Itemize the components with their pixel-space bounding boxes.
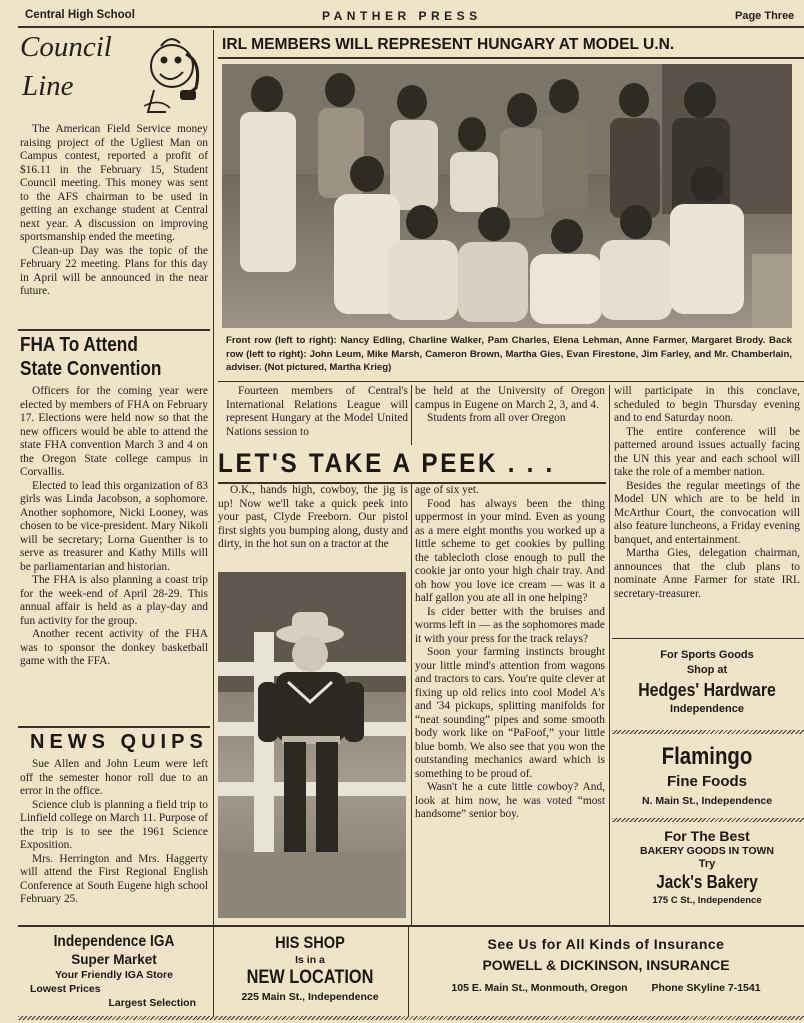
hisshop-line-1: HIS SHOP bbox=[275, 933, 345, 952]
header-rule bbox=[18, 26, 804, 28]
irl-col-rule-1 bbox=[411, 385, 412, 445]
council-p2: Clean-up Day was the topic of the February 22 meeting. Plans for this day in April will be announced in the near future. bbox=[20, 244, 208, 297]
council-title-1: Council bbox=[20, 31, 112, 63]
powell-insurance-ad bbox=[410, 934, 802, 1000]
hedges-line-4: Independence bbox=[670, 703, 744, 715]
irl-col3-text-b: The entire conference will be patterned around issues actually facing the UN this year and each school will take the role of a member nation. bbox=[614, 425, 800, 478]
peek-col2-text-a: age of six yet. bbox=[415, 484, 479, 496]
irl-col3-text-a: will participate in this conclave, scheduled to begin Thursday evening and to end Saturday noon. bbox=[614, 385, 800, 424]
irl-col2-text-b: Students from all over Oregon bbox=[427, 412, 566, 424]
flamingo-hatch bbox=[612, 818, 804, 822]
powell-line-1: See Us for All Kinds of Insurance bbox=[487, 936, 725, 952]
council-rule bbox=[18, 329, 210, 331]
iga-line-5: Largest Selection bbox=[108, 997, 196, 1009]
powell-line-4: Phone SKyline 7-1541 bbox=[651, 982, 761, 994]
iga-line-3: Your Friendly IGA Store bbox=[55, 969, 173, 981]
irl-group-photo bbox=[222, 64, 792, 328]
irl-col-3 bbox=[614, 385, 800, 601]
fha-article bbox=[20, 385, 208, 669]
header-paper: PANTHER PRESS bbox=[322, 9, 482, 23]
peek-col-rule bbox=[411, 484, 412, 925]
peek-col-1 bbox=[218, 484, 408, 552]
bottom-hatch bbox=[18, 1016, 804, 1020]
irl-caption: Front row (left to right): Nancy Edling, Charline Walker, Pam Charles, Elena Lehman, Anne Farmer, Margaret Brody. Back row (left to right): John Leum, Mike Marsh, Cameron Brown, Martha Gies, Evan Firestone, Jim Farley, and Mr. Chamberlain, adviser. (Not pictured, Martha Krieg) bbox=[226, 335, 792, 373]
column-rule-left bbox=[213, 30, 214, 925]
fha-title-1: FHA To Attend bbox=[20, 334, 138, 356]
council-title-2: Line bbox=[22, 70, 74, 102]
quips-p3: Mrs. Herrington and Mrs. Haggerty will attend the First Regional English Conference at South Eugene high school February 25. bbox=[20, 852, 208, 905]
fha-title-2: State Convention bbox=[20, 358, 162, 380]
irl-col-2 bbox=[415, 385, 605, 426]
iga-ad bbox=[18, 932, 210, 1010]
bottom-ads-rule bbox=[18, 925, 804, 927]
peek-col2-text-b: Food has always been the thing uppermost in your mind. Even as young as a mere eight months you worked up a little scheme to get cookies by pulling the tablecloth close enough to pull the cookie jar onto your high chair tray. And oh how you love ice cream — was it a half gallon you ate all in one helping? bbox=[415, 497, 605, 604]
irl-head-rule bbox=[218, 57, 804, 59]
peek-col2-text-e: Wasn't he a cute little cowboy? And, look at him now, he was voted “most handsome” senior boy. bbox=[415, 781, 605, 820]
quips-p1: Sue Allen and John Leum were left off the semester honor roll due to an error in the office. bbox=[20, 758, 208, 797]
header-page: Page Three bbox=[735, 10, 795, 22]
flamingo-line-2: Fine Foods bbox=[667, 773, 747, 790]
hedges-hardware-ad bbox=[612, 648, 802, 717]
header-school: Central High School bbox=[25, 9, 135, 21]
peek-headline: LET'S TAKE A PEEK . . . bbox=[218, 448, 556, 478]
irl-col3-text-d: Martha Gies, delegation chairman, announces that the club plans to nominate Anne Farmer for state IRL secretary-treasurer. bbox=[614, 547, 800, 600]
hisshop-line-4: 225 Main St., Independence bbox=[241, 991, 379, 1003]
powell-line-2: POWELL & DICKINSON, INSURANCE bbox=[482, 957, 730, 973]
powell-line-3: 105 E. Main St., Monmouth, Oregon bbox=[451, 982, 628, 994]
fha-rule bbox=[18, 726, 210, 728]
hedges-line-2: Shop at bbox=[686, 664, 728, 676]
hisshop-line-3: NEW LOCATION bbox=[246, 967, 374, 988]
irl-col-rule-2 bbox=[609, 385, 610, 925]
jacks-line-2: BAKERY GOODS IN TOWN bbox=[640, 845, 774, 857]
hedges-line-1: For Sports Goods bbox=[660, 649, 754, 661]
irl-col-1 bbox=[226, 385, 408, 439]
quips-article bbox=[20, 758, 208, 907]
quips-title: NEWS QUIPS bbox=[30, 731, 208, 753]
his-shop-ad bbox=[214, 932, 406, 1004]
phone-cartoon-icon bbox=[140, 32, 208, 120]
jacks-line-3: Try bbox=[698, 858, 716, 870]
powell-address-row bbox=[410, 976, 802, 1000]
cowboy-photo bbox=[218, 572, 406, 918]
fha-p1: Officers for the coming year were elected by members of FHA on February 17. Elections were held now so that the new officers would be able to attend the state FHA convention March 3 and 4 on the Oregon State college campus in Corvallis. bbox=[20, 385, 208, 478]
fha-p2: Elected to lead this organization of 83 girls was Linda Jacobson, a sophomore. Another sophomore, Nicki Looney, was chosen to be vice-president. Mary Nikoli will be secretary; Lorna Guenther is to serve as treasurer and Kathy Mills will be parliamentarian and historian. bbox=[20, 479, 208, 573]
irl-col1-text: Fourteen members of Central's International Relations League will represent Hungary at the Model United Nations session to bbox=[226, 385, 408, 438]
fha-p4: Another recent activity of the FHA was to sponsor the donkey basketball game with the FFA. bbox=[20, 628, 208, 667]
peek-col-2 bbox=[415, 484, 605, 822]
peek-col1-text: O.K., hands high, cowboy, the jig is up! Now we'll take a quick peek into your past, Clyde Freeborn. Our pistol first sights you bumping along, dusty and dirty, in the hot sun on a tractor at the bbox=[218, 484, 408, 550]
cowboy-figure bbox=[218, 572, 406, 918]
irl-col2-text-a: be held at the University of Oregon campus in Eugene on March 2, 3, and 4. bbox=[415, 385, 605, 411]
flamingo-line-1: Flamingo bbox=[661, 743, 753, 770]
hedges-top-rule bbox=[612, 638, 804, 639]
jacks-line-4: Jack's Bakery bbox=[656, 872, 758, 892]
irl-photo-figures bbox=[222, 64, 792, 328]
hisshop-line-2: Is in a bbox=[295, 954, 325, 966]
iga-line-1: Independence IGA bbox=[53, 933, 175, 950]
hedges-hatch bbox=[612, 730, 804, 734]
irl-headline: IRL MEMBERS WILL REPRESENT HUNGARY AT MODEL U.N. bbox=[222, 36, 675, 53]
flamingo-line-3: N. Main St., Independence bbox=[641, 795, 773, 807]
jacks-bakery-ad bbox=[612, 827, 802, 908]
quips-p2: Science club is planning a field trip to Linfield college on March 11. Purpose of the trip is to see the 1961 Science Exposition. bbox=[20, 798, 208, 851]
irl-caption-rule bbox=[218, 381, 804, 382]
council-article bbox=[20, 123, 208, 299]
peek-col2-text-c: Is cider better with the bruises and worms left in — as the sophomores made it with your press for the track relays? bbox=[415, 605, 605, 645]
hedges-line-3: Hedges' Hardware bbox=[638, 680, 776, 700]
bottom-rule-2 bbox=[408, 927, 409, 1017]
peek-col2-text-d: Soon your farming instincts brought your little mind's attention from wagons and tractors to cars. You're quite clever at fixing up old relics into cool Model A's and '34 pickups, splitting manifolds for “neat sounding” pipes and some smooth body work like on “PaFoof,” your little blue bomb. We also see that you won the outstanding mechanics award which is something to be proud of. bbox=[415, 646, 605, 780]
iga-line-2: Super Market bbox=[71, 952, 157, 967]
jacks-line-1: For The Best bbox=[664, 828, 750, 844]
jacks-line-5: 175 C St., Independence bbox=[652, 895, 762, 906]
fha-p3: The FHA is also planning a coast trip for the week-end of April 28-29. This annual affair is held as a play-day and fun activity for the group. bbox=[20, 574, 208, 627]
iga-line-4: Lowest Prices bbox=[30, 983, 101, 995]
council-p1: The American Field Service money raising project of the Ugliest Man on Campus contest, reported a profit of $16.11 in the February 15, Student Council meeting. This money was sent to the AFS chairman to be used in getting an exchange student at Central next year. A discussion on improving sportsmanship ended the meeting. bbox=[20, 123, 208, 243]
irl-col3-text-c: Besides the regular meetings of the Model UN which are to be held in McArthur Court, the convocation will also feature luncheons, a Friday evening banquet, and entertainment. bbox=[614, 479, 800, 546]
flamingo-ad bbox=[612, 742, 802, 810]
